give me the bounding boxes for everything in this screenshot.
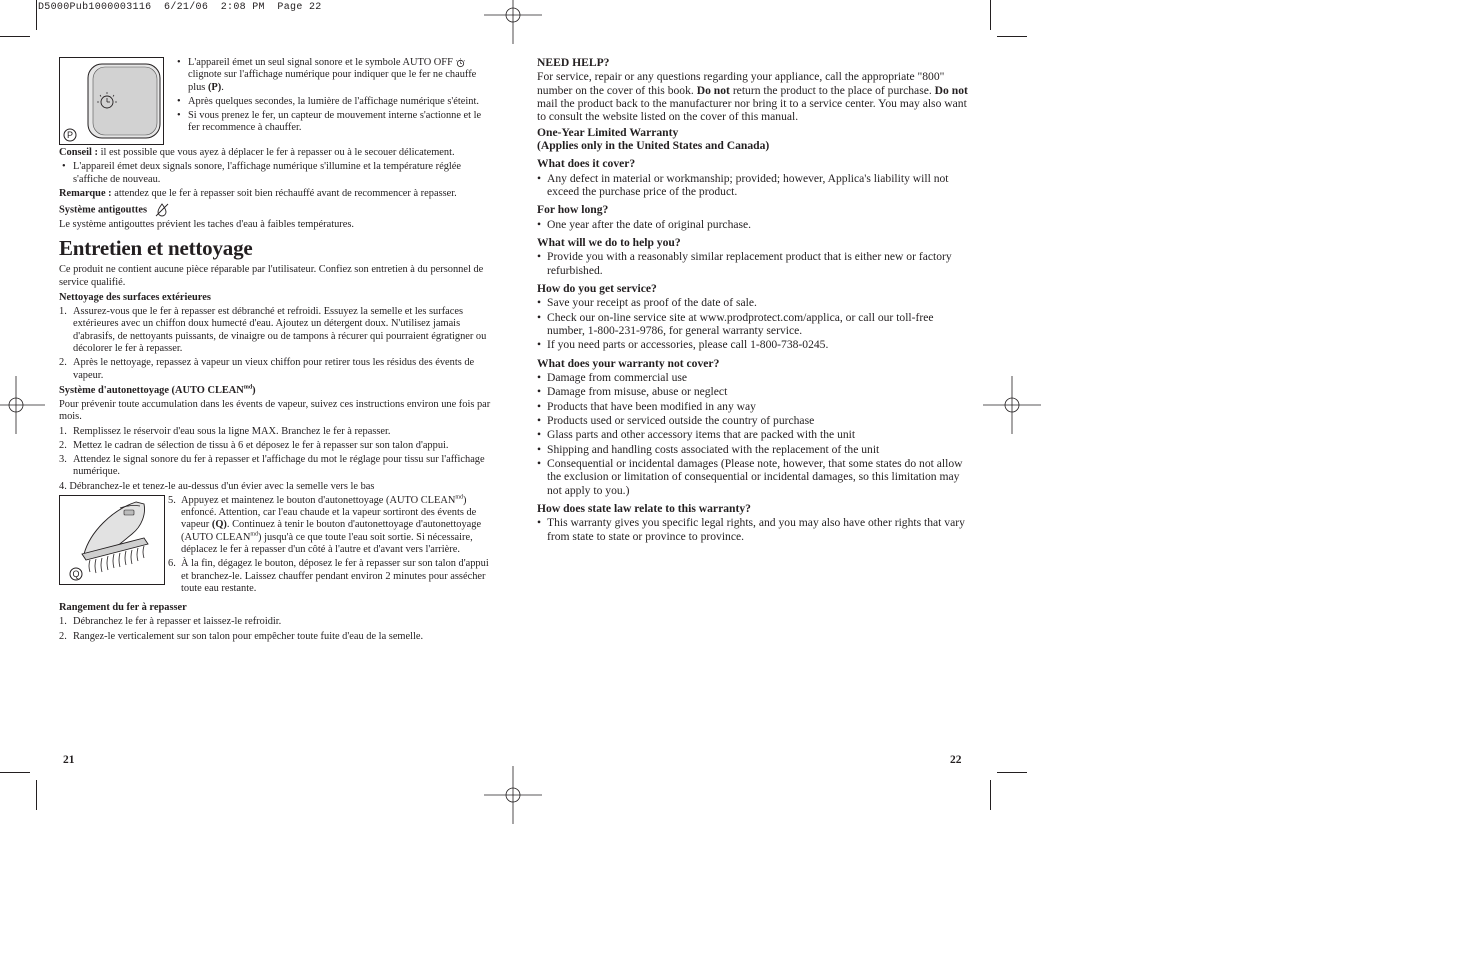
list-item: • Consequential or incidental damages (Please note, however, that some states do not allow the exclusion or limitation of consequential or incidental damages, so this limitation may not apply to you.) xyxy=(537,457,969,497)
antidrip-heading: Système antigouttes xyxy=(59,203,492,217)
section-title: Entretien et nettoyage xyxy=(59,236,253,261)
crop-mark xyxy=(990,0,991,30)
list-item: 2. Après le nettoyage, repassez à vapeur un vieux chiffon pour retirer tous les résidus des évents de vapeur. xyxy=(59,357,475,381)
warranty-answer-list xyxy=(537,371,969,497)
warranty-question: How does state law relate to this warranty? xyxy=(537,501,751,515)
crop-mark xyxy=(36,0,37,30)
print-slug: D5000Pub1000003116 6/21/06 2:08 PM Page 22 xyxy=(38,2,322,13)
auto-off-list xyxy=(174,57,492,135)
registration-mark-icon xyxy=(983,376,1041,434)
storage-heading: Rangement du fer à repasser xyxy=(59,602,187,614)
warranty-heading: One-Year Limited Warranty xyxy=(537,125,679,139)
figure-p-text xyxy=(174,57,492,137)
figure-p xyxy=(59,57,164,145)
warranty-question: What does your warranty not cover? xyxy=(537,356,720,370)
warranty-answer-list xyxy=(537,250,969,277)
figure-q-row xyxy=(59,495,492,597)
remarque-paragraph: Remarque : attendez que le fer à repasser soit bien réchauffé avant de recommencer à repasser. xyxy=(59,187,457,199)
list-item: 5. Appuyez et maintenez le bouton d'autonettoyage (AUTO $CLEAN^{md}$) enfoncé. Attention, car l'eau chaude et la vapeur sortiront des évents de vapeur (Q). Continuez à tenir le bouton d'autonettoyage d'autonettoyage (AUTO $CLEAN^{md}$) jusqu'à ce que toute l'eau soit sortie. Si nécessaire, déplacez le fer à repasser d'un côté à l'autre et d'avant vers l'arrière. xyxy=(168,494,482,555)
exterior-heading: Nettoyage des surfaces extérieures xyxy=(59,291,211,303)
list-item: • One year after the date of original purchase. xyxy=(537,218,969,231)
list-item: 1. Assurez-vous que le fer à repasser est débranché et refroidi. Essuyez la semelle et les surfaces extérieures avec un chiffon doux humecté d'eau. Ajoutez un détergent doux. N'utilisez jamais d'abrasifs, de nettoyants puissants, de vinaigre ou de tampons à récurer qui pourraient égratigner ou décolorer le fer à repasser. xyxy=(59,306,487,355)
warranty-answer-list xyxy=(537,172,969,199)
warranty-answer-list xyxy=(537,296,969,351)
list-item: • Provide you with a reasonably similar replacement product that is either new or factory refurbished. xyxy=(537,250,969,277)
crop-mark xyxy=(0,772,30,773)
autoclean-steps xyxy=(59,426,492,479)
conseil-paragraph: Conseil : il est possible que vous ayez à déplacer le fer à repasser ou à le secouer délicatement. xyxy=(59,147,455,158)
auto-off-clock-icon xyxy=(455,58,466,68)
list-item: • L'appareil émet un seul signal sonore et le symbole AUTO OFF clignote sur l'affichage numérique pour indiquer que le fer ne chauffe plus (P). xyxy=(174,57,492,94)
list-item: • Glass parts and other accessory items that are packed with the unit xyxy=(537,428,969,441)
registration-mark-icon xyxy=(0,376,45,434)
exterior-steps xyxy=(59,306,492,382)
warranty-section xyxy=(537,157,969,198)
list-item: • Products used or serviced outside the country of purchase xyxy=(537,414,969,427)
page-number-left: 21 xyxy=(63,754,75,766)
list-item: 6. À la fin, dégagez le bouton, déposez le fer à repasser sur son talon d'appui et branchez-le. Laissez chauffer pendant environ 2 minutes pour assécher toute eau restante. xyxy=(168,558,489,594)
warranty-question: For how long? xyxy=(537,203,609,217)
autoclean-steps-continued xyxy=(168,495,492,595)
crop-mark xyxy=(0,36,30,37)
warranty-question: What will we do to help you? xyxy=(537,235,681,249)
warranty-question: How do you get service? xyxy=(537,281,657,295)
svg-text:Q: Q xyxy=(72,569,80,580)
figure-q-text xyxy=(168,495,492,597)
crop-mark xyxy=(36,780,37,810)
list-item: • Products that have been modified in any way xyxy=(537,400,969,413)
autoclean-intro: Pour prévenir toute accumulation dans les évents de vapeur, suivez ces instructions environ une fois par mois. xyxy=(59,399,491,423)
antidrip-paragraph: Le système antigouttes prévient les taches d'eau à faibles températures. xyxy=(59,219,355,231)
list-item: • Save your receipt as proof of the date of sale. xyxy=(537,296,969,309)
list-item: • Check our on-line service site at www.prodprotect.com/applica, or call our toll-free number, 1-800-231-9786, for general warranty service. xyxy=(537,311,969,338)
list-item: 1. Remplissez le réservoir d'eau sous la ligne MAX. Branchez le fer à repasser. xyxy=(59,425,391,437)
warranty-section xyxy=(537,282,969,352)
list-item: 2. Mettez le cadran de sélection de tissu à 6 et déposez le fer à repasser sur son talon d'appui. xyxy=(59,439,449,451)
conseil-list xyxy=(59,161,492,186)
figure-q xyxy=(59,495,165,585)
warranty-subheading: (Applies only in the United States and Canada) xyxy=(537,138,770,152)
anti-drip-icon xyxy=(154,203,170,217)
crop-mark xyxy=(997,36,1027,37)
need-help-heading: NEED HELP? xyxy=(537,56,610,69)
right-page-column xyxy=(537,56,969,544)
warranty-section xyxy=(537,236,969,277)
list-item: 2. Rangez-le verticalement sur son talon pour empêcher toute fuite d'eau de la semelle. xyxy=(59,630,424,642)
list-item: • Après quelques secondes, la lumière de l'affichage numérique s'éteint. xyxy=(174,96,492,108)
warranty-question: What does it cover? xyxy=(537,157,636,171)
figure-p-label-icon xyxy=(63,128,77,142)
step-4: 4. Débranchez-le et tenez-le au-dessus d'un évier avec la semelle vers le bas xyxy=(59,480,375,492)
crop-mark xyxy=(997,772,1027,773)
warranty-answer-list xyxy=(537,218,969,231)
list-item: • Damage from misuse, abuse or neglect xyxy=(537,385,969,398)
left-page-column xyxy=(59,57,492,645)
autoclean-heading: Système d'autonettoyage (AUTO $CLEAN^{md}$) xyxy=(59,384,256,396)
list-item: • L'appareil émet deux signals sonore, l'affichage numérique s'illumine et la température réglée s'affiche de nouveau. xyxy=(59,161,492,186)
figure-q-label-icon xyxy=(69,567,83,581)
list-item: 1. Débranchez le fer à repasser et laissez-le refroidir. xyxy=(59,616,282,628)
need-help-paragraph: For service, repair or any questions regarding your appliance, call the appropriate "800" number on the cover of this book. Do not return the product to the place of purchase. Do not mail the product back to the manufacturer nor bring it to a service center. You may also want to consult the website listed on the cover of this manual. xyxy=(537,70,968,124)
figure-p-row xyxy=(59,57,492,145)
registration-mark-icon xyxy=(484,0,542,44)
list-item: • This warranty gives you specific legal rights, and you may also have other rights that vary from state to state or province to province. xyxy=(537,516,969,543)
storage-steps xyxy=(59,616,492,643)
warranty-section xyxy=(537,357,969,497)
list-item: • Damage from commercial use xyxy=(537,371,969,384)
section-intro: Ce produit ne contient aucune pièce réparable par l'utilisateur. Confiez son entretien à du personnel de service qualifié. xyxy=(59,264,484,288)
page-number-right: 22 xyxy=(950,754,962,766)
registration-mark-icon xyxy=(484,766,542,824)
warranty-section xyxy=(537,203,969,231)
list-item: • If you need parts or accessories, please call 1-800-738-0245. xyxy=(537,338,969,351)
crop-mark xyxy=(990,780,991,810)
list-item: • Shipping and handling costs associated with the replacement of the unit xyxy=(537,443,969,456)
svg-text:P: P xyxy=(66,130,74,141)
warranty-section xyxy=(537,502,969,543)
warranty-answer-list xyxy=(537,516,969,543)
list-item: 3. Attendez le signal sonore du fer à repasser et l'affichage du mot le réglage pour tissu sur l'affichage numérique. xyxy=(59,454,485,478)
list-item: • Si vous prenez le fer, un capteur de mouvement interne s'actionne et le fer recommence à chauffer. xyxy=(174,110,492,135)
list-item: • Any defect in material or workmanship; provided; however, Applica's liability will not exceed the purchase price of the product. xyxy=(537,172,969,199)
